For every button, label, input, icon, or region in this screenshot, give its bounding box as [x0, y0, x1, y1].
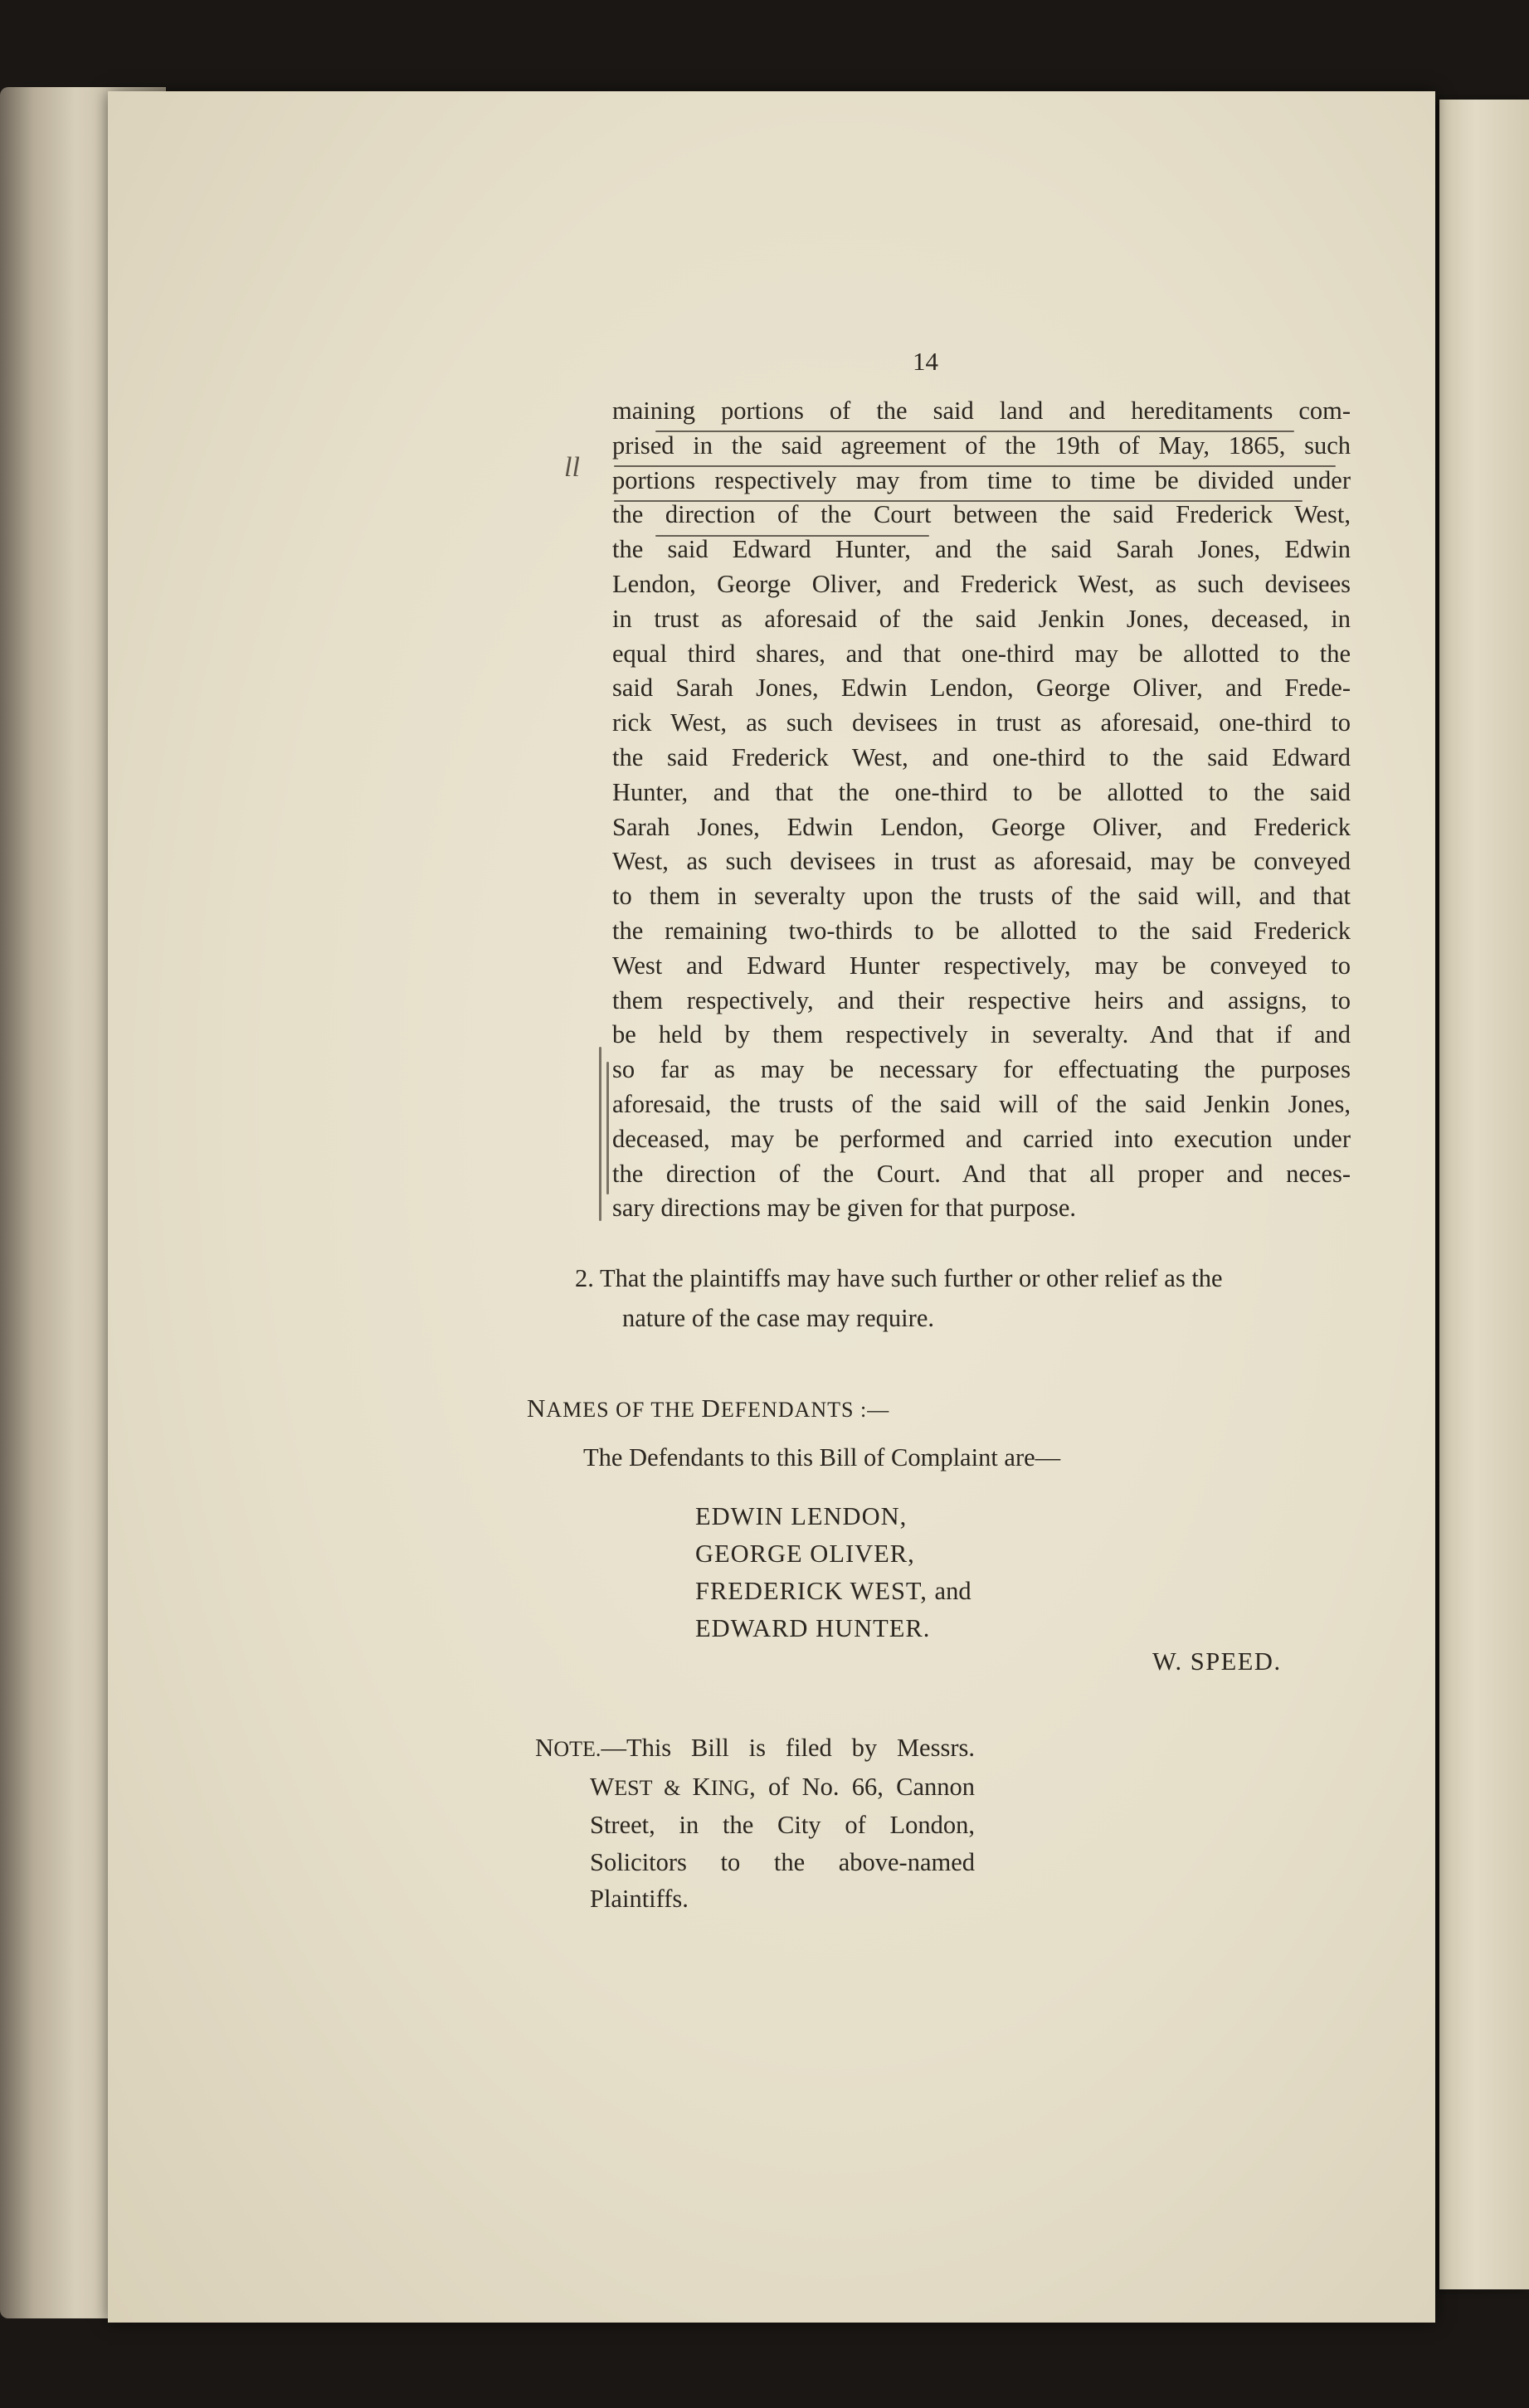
- defendant-name: EDWARD HUNTER.: [695, 1614, 931, 1642]
- body-line: West, as such devisees in trust as aforesaid, may be conveyed: [612, 847, 1351, 876]
- body-line: Hunter, and that the one-third to be allotted to the said: [612, 777, 1351, 806]
- note-label: NOTE.: [535, 1733, 601, 1762]
- body-line: aforesaid, the trusts of the said will of the said Jenkin Jones,: [612, 1089, 1351, 1118]
- body-line: prised in the said agreement of the 19th of May, 1865, such: [612, 431, 1351, 460]
- defendant-name: EDWIN LENDON,: [695, 1502, 908, 1530]
- filing-note: [535, 1729, 975, 1918]
- body-line: the direction of the Court. And that all proper and neces-: [612, 1159, 1351, 1188]
- body-line: the said Edward Hunter, and the said Sarah Jones, Edwin: [612, 535, 1351, 564]
- body-line: Lendon, George Oliver, and Frederick West, as such devisees: [612, 569, 1351, 598]
- body-line: the direction of the Court between the said Frederick West,: [612, 500, 1351, 529]
- defendants-intro: The Defendants to this Bill of Complaint are—: [583, 1443, 1061, 1472]
- defendants-and: and: [934, 1577, 971, 1605]
- body-paragraph: [612, 394, 1351, 1226]
- body-line: maining portions of the said land and hereditaments com-: [612, 396, 1351, 425]
- defendant-name: FREDERICK WEST, and: [695, 1577, 971, 1605]
- note-line: Street, in the City of London,: [590, 1811, 975, 1839]
- signature: W. SPEED.: [1152, 1647, 1282, 1676]
- defendants-list: [695, 1498, 971, 1647]
- body-line: to them in severalty upon the trusts of the said will, and that: [612, 882, 1351, 911]
- margin-pencil-line: [606, 1062, 609, 1194]
- note-line: Plaintiffs.: [590, 1885, 689, 1913]
- body-line: them respectively, and their respective heirs and assigns, to: [612, 985, 1351, 1014]
- note-line: —This Bill is filed by Messrs.: [601, 1734, 975, 1762]
- page-number: 14: [913, 347, 938, 376]
- defendants-heading: NAMES OF THE DEFENDANTS :—: [527, 1394, 890, 1423]
- body-line: sary directions may be given for that purpose.: [612, 1194, 1077, 1223]
- body-line: the remaining two-thirds to be allotted to the said Frederick: [612, 916, 1351, 945]
- body-line: equal third shares, and that one-third may be allotted to the: [612, 639, 1351, 668]
- body-line: West and Edward Hunter respectively, may be conveyed to: [612, 951, 1351, 980]
- note-line: WEST & KING, of No. 66, Cannon: [590, 1771, 975, 1801]
- note-line: Solicitors to the above-named: [590, 1847, 975, 1876]
- prayer-line: That the plaintiffs may have such further or other relief as the: [599, 1264, 1223, 1292]
- body-line: portions respectively may from time to time be divided under: [612, 465, 1351, 494]
- prayer-item-2: [575, 1258, 1223, 1338]
- body-line: the said Frederick West, and one-third to the said Edward: [612, 742, 1351, 771]
- body-line: so far as may be necessary for effectuating the purposes: [612, 1055, 1351, 1084]
- prayer-line: nature of the case may require.: [622, 1304, 934, 1332]
- defendant-name: GEORGE OLIVER,: [695, 1540, 915, 1568]
- body-line: said Sarah Jones, Edwin Lendon, George Oliver, and Frede-: [612, 674, 1351, 703]
- margin-pencil-line: [599, 1047, 601, 1221]
- body-line: deceased, may be performed and carried into execution under: [612, 1124, 1351, 1153]
- body-line: Sarah Jones, Edwin Lendon, George Oliver, and Frederick: [612, 812, 1351, 841]
- prayer-number: 2.: [575, 1264, 594, 1292]
- margin-annotation: ll: [564, 452, 580, 483]
- body-line: rick West, as such devisees in trust as aforesaid, one-third to: [612, 708, 1351, 737]
- facing-page-edge: [1439, 100, 1529, 2289]
- body-line: be held by them respectively in severalty. And that if and: [612, 1020, 1351, 1049]
- body-line: in trust as aforesaid of the said Jenkin Jones, deceased, in: [612, 604, 1351, 633]
